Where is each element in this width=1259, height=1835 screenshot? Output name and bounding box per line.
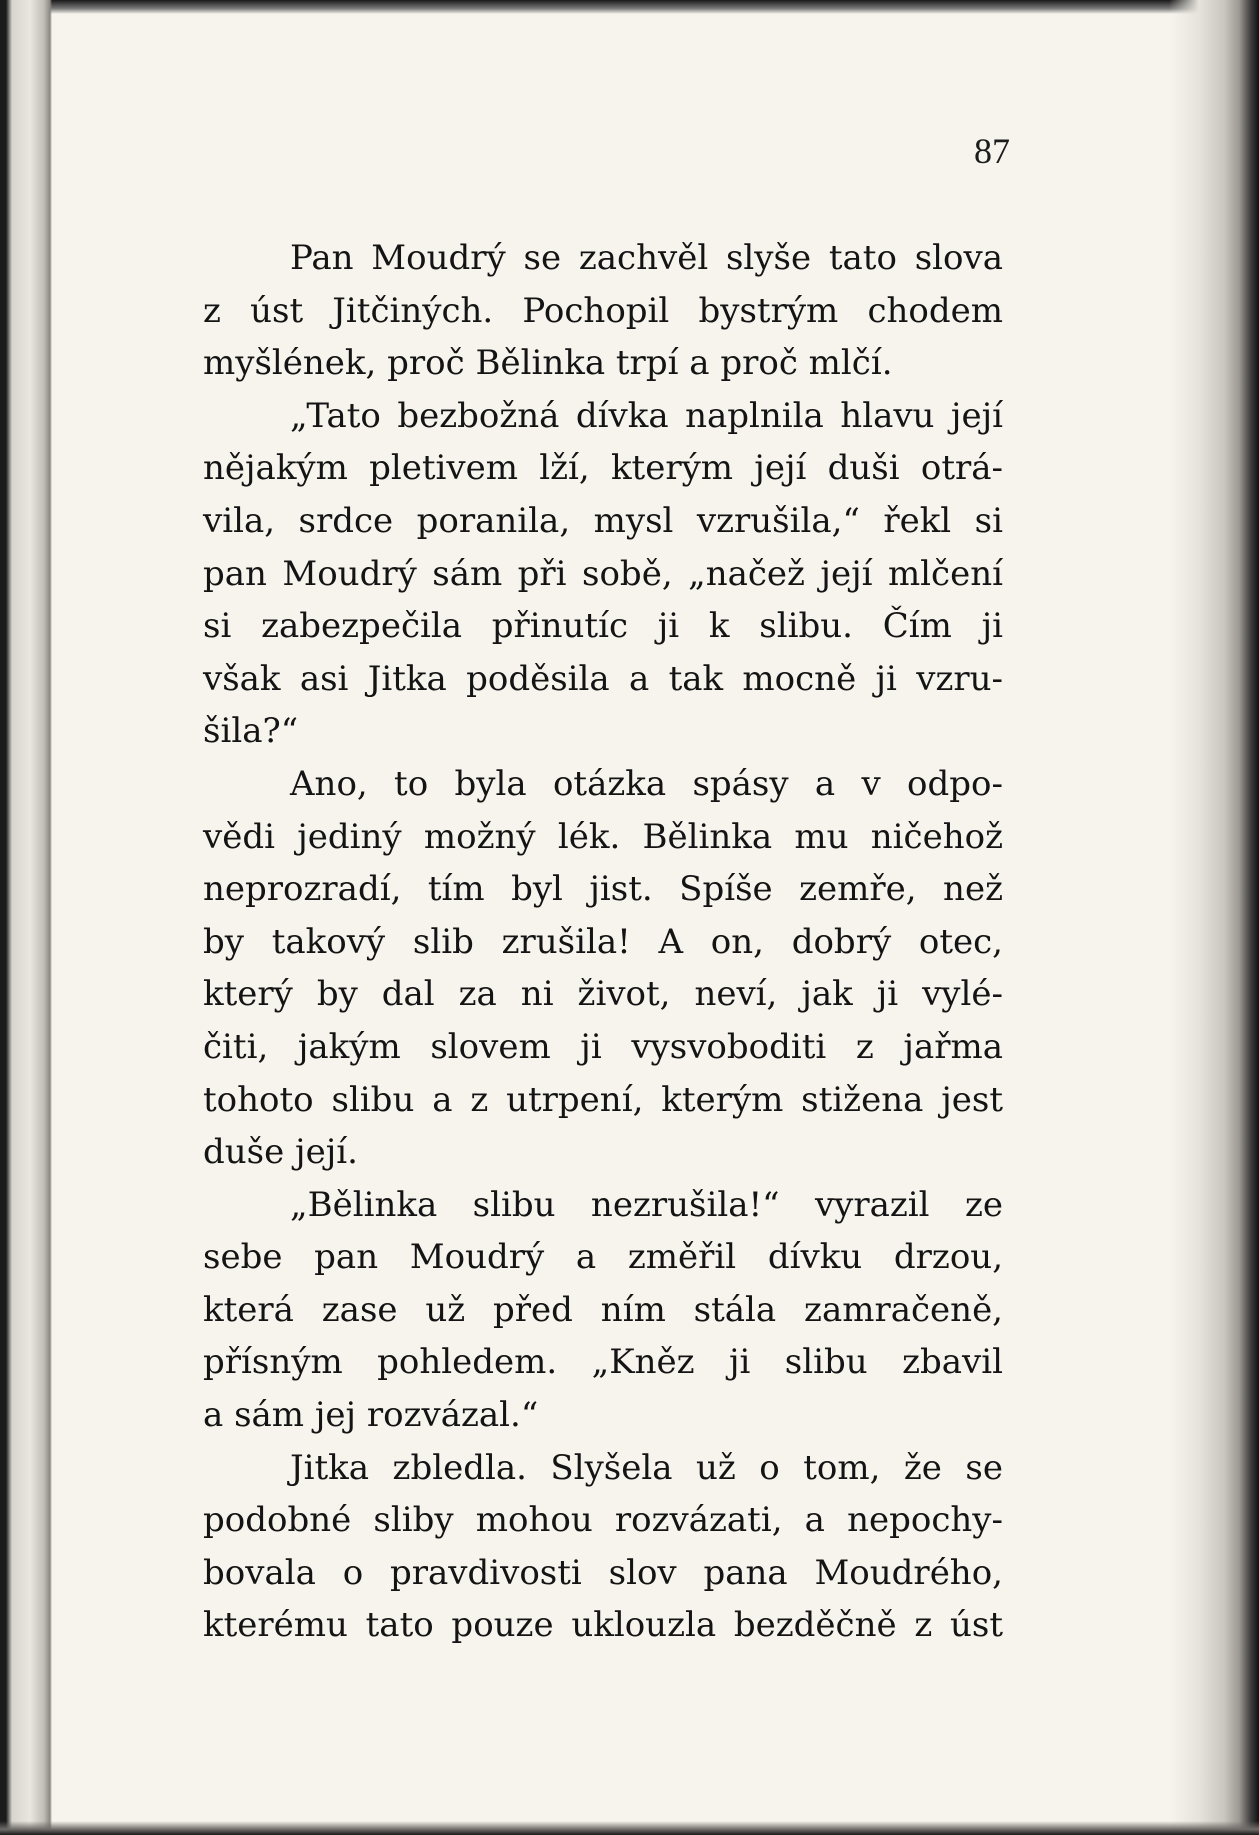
page-number: 87 [974, 131, 1010, 171]
paragraph-1 [203, 232, 1003, 390]
text-line: který by dal za ni život, neví, jak ji vylé- [203, 974, 1003, 1015]
text-line: Pan Moudrý se zachvěl slyše tato slova [290, 238, 1003, 278]
text-line: bovala o pravdivosti slov pana Moudrého, [203, 1552, 1003, 1593]
paragraph-5 [203, 1442, 1003, 1652]
paragraph-2 [203, 390, 1003, 758]
paragraph-3 [203, 758, 1003, 1179]
scan-edge-top [0, 0, 1259, 14]
scan-edge-left [0, 0, 52, 1835]
text-line: podobné sliby mohou rozvázati, a nepochy- [203, 1500, 1003, 1541]
text-line: která zase už před ním stála zamračeně, [203, 1289, 1003, 1330]
scan-edge-bottom [0, 1821, 1259, 1835]
text-line: si zabezpečila přinutíc ji k slibu. Čím ji [203, 606, 1003, 647]
text-line: by takový slib zrušila! A on, dobrý otec, [203, 921, 1003, 962]
text-line: myšlének, proč Bělinka trpí a proč mlčí. [203, 343, 893, 384]
text-line: sebe pan Moudrý a změřil dívku drzou, [203, 1237, 1003, 1278]
text-line: neprozradí, tím byl jist. Spíše zemře, než [203, 869, 1003, 910]
text-line: čiti, jakým slovem ji vysvoboditi z jařma [203, 1026, 1003, 1067]
paragraph-4 [203, 1179, 1003, 1442]
body-text [203, 232, 1003, 1652]
text-line: však asi Jitka poděsila a tak mocně ji vzru- [203, 658, 1003, 699]
text-line: z úst Jitčiných. Pochopil bystrým chodem [203, 290, 1003, 331]
text-line: tohoto slibu a z utrpení, kterým stižena jest [203, 1079, 1003, 1120]
text-line: „Bělinka slibu nezrušila!“ vyrazil ze [290, 1184, 1003, 1225]
text-line: kterému tato pouze uklouzla bezděčně z úst [203, 1605, 1003, 1646]
text-line: vědi jediný možný lék. Bělinka mu ničehož [203, 816, 1003, 857]
text-line: nějakým pletivem lží, kterým její duši otrá- [203, 448, 1003, 489]
text-line: šila?“ [203, 711, 299, 752]
text-line: Jitka zbledla. Slyšela už o tom, že se [290, 1447, 1003, 1488]
text-line: pan Moudrý sám při sobě, „načež její mlčení [203, 553, 1003, 594]
text-line: přísným pohledem. „Kněz ji slibu zbavil [203, 1342, 1003, 1383]
text-line: Ano, to byla otázka spásy a v odpo- [290, 763, 1003, 804]
text-line: „Tato bezbožná dívka naplnila hlavu její [290, 395, 1003, 436]
scan-edge-right [1169, 0, 1259, 1835]
text-line: a sám jej rozvázal.“ [203, 1395, 539, 1436]
text-line: duše její. [203, 1132, 358, 1173]
text-line: vila, srdce poranila, mysl vzrušila,“ řekl si [203, 500, 1003, 541]
